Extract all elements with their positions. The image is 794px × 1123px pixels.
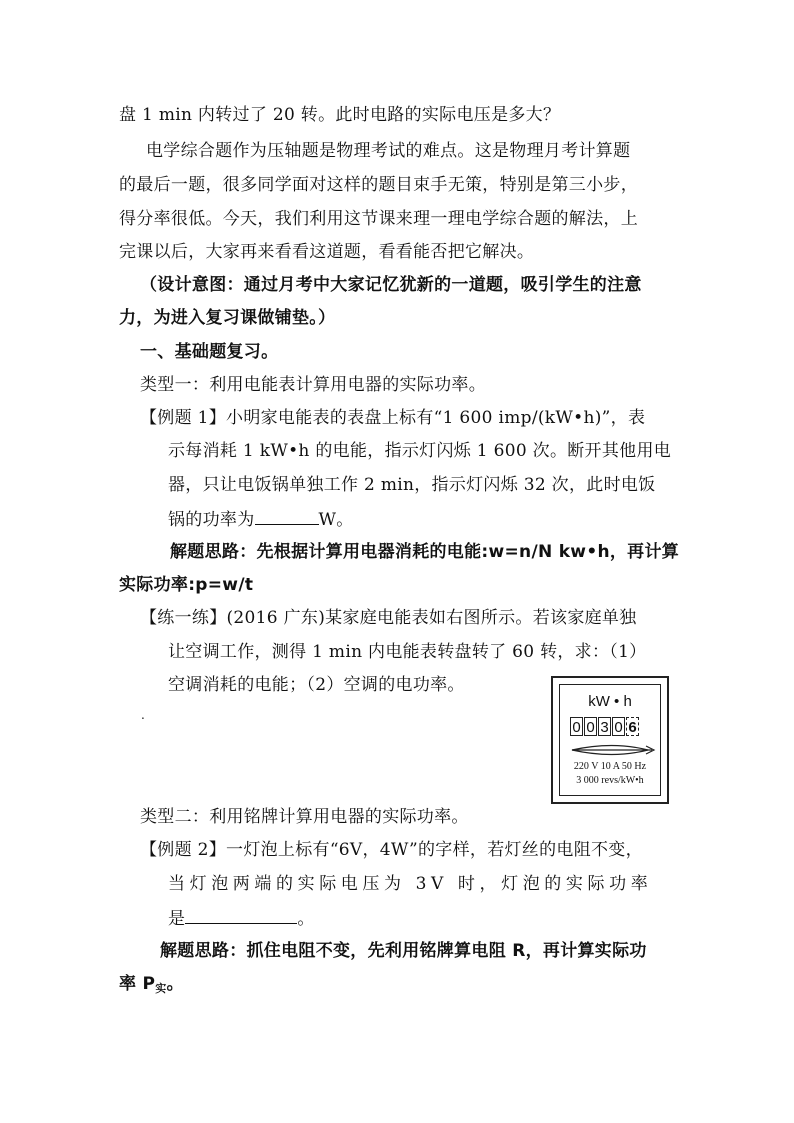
example-line <box>168 506 354 532</box>
example-line <box>168 905 315 931</box>
text-line: 完课以后，大家再来看看这道题，看看能否把它解决。 <box>119 242 535 262</box>
example-line: 示每消耗 1 kW•h 的电能，指示灯闪烁 1 600 次。断开其他用电 <box>168 441 672 461</box>
stray-dot: . <box>141 708 145 722</box>
section-heading: 一、基础题复习。 <box>140 342 279 362</box>
text-span: 锅的功率为 <box>168 510 255 530</box>
example-line: 【例题 1】小明家电能表的表盘上标有“1 600 imp/(kW•h)”，表 <box>140 408 646 428</box>
example-line: 器，只让电饭锅单独工作 2 min，指示灯闪烁 32 次，此时电饭 <box>168 475 656 495</box>
solution-hint: 解题思路：先根据计算用电器消耗的电能:w=n/N kw•h，再计算 <box>170 542 680 562</box>
text-line: 的最后一题，很多同学面对这样的题目束手无策，特别是第三小步， <box>119 175 638 195</box>
meter-digit: 0 <box>584 717 597 736</box>
text-line: 电学综合题作为压轴题是物理考试的难点。这是物理月考计算题 <box>146 141 631 161</box>
meter-digits <box>570 717 640 736</box>
meter-digit: 0 <box>570 717 583 736</box>
meter-face <box>559 684 661 796</box>
practice-line: 【练一练】(2016 广东)某家庭电能表如右图所示。若该家庭单独 <box>140 608 637 628</box>
text-span: 是 <box>168 909 186 929</box>
example-line: 当灯泡两端的实际电压为 3V 时，灯泡的实际功率 <box>168 874 653 894</box>
solution-hint <box>119 972 184 1001</box>
meter-unit: kW • h <box>588 693 632 710</box>
text-span: 。 <box>297 909 315 929</box>
meter-digit: 3 <box>598 717 611 736</box>
energy-meter-figure <box>551 676 669 804</box>
type-heading: 类型二：利用铭牌计算用电器的实际功率。 <box>140 807 469 827</box>
practice-line: 让空调工作，测得 1 min 内电能表转盘转了 60 转，求：（1） <box>168 642 647 662</box>
solution-hint: 实际功率:p=w/t <box>119 575 254 595</box>
meter-digit-decimal: 6 <box>626 717 639 736</box>
meter-spec-voltage: 220 V 10 A 50 Hz <box>573 761 647 772</box>
practice-line: 空调消耗的电能；（2）空调的电功率。 <box>168 675 465 695</box>
text-span: 率 P <box>119 974 156 994</box>
meter-digit: 0 <box>612 717 625 736</box>
design-intent-line: （设计意图：通过月考中大家记忆犹新的一道题，吸引学生的注意 <box>140 275 642 295</box>
answer-blank <box>255 506 319 525</box>
text-line: 得分率很低。今天，我们利用这节课来理一理电学综合题的解法，上 <box>119 209 638 229</box>
text-span: 。 <box>166 974 184 994</box>
meter-spec-revs: 3 000 revs/kW•h <box>576 775 644 786</box>
solution-hint: 解题思路：抓住电阻不变，先利用铭牌算电阻 R，再计算实际功 <box>160 941 647 961</box>
answer-blank <box>185 905 297 924</box>
text-line: 盘 1 min 内转过了 20 转。此时电路的实际电压是多大？ <box>119 105 561 125</box>
subscript: 实 <box>155 982 167 995</box>
text-span: W。 <box>318 510 354 530</box>
type-heading: 类型一：利用电能表计算用电器的实际功率。 <box>140 375 486 395</box>
rotation-arrow-icon <box>568 743 658 757</box>
example-line: 【例题 2】一灯泡上标有“6V，4W”的字样，若灯丝的电阻不变， <box>140 840 643 860</box>
design-intent-line: 力，为进入复习课做铺垫。） <box>119 308 336 328</box>
